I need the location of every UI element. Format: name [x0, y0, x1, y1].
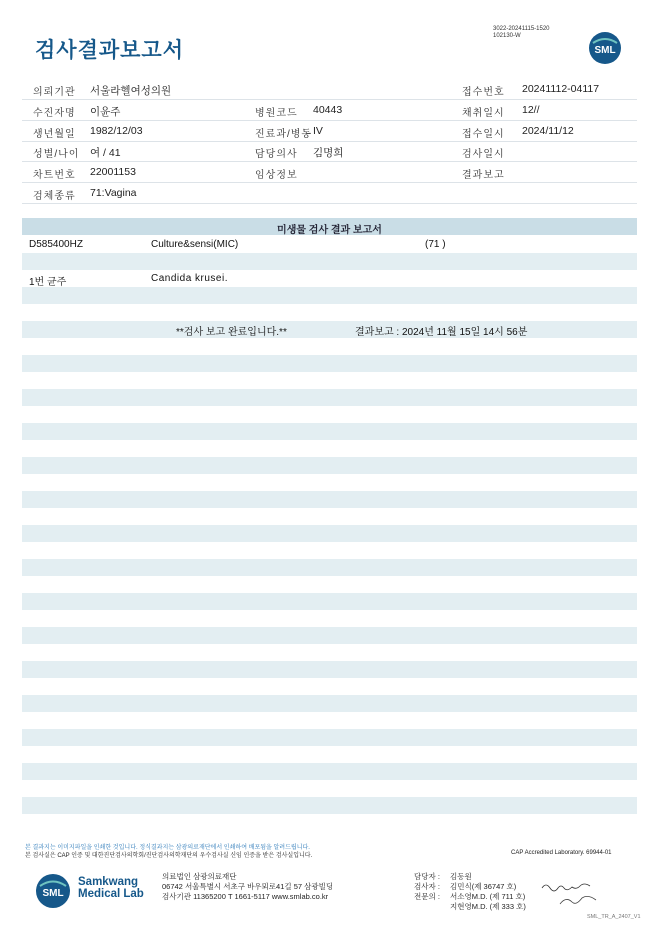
- info-label: 생년월일: [33, 129, 76, 140]
- info-row: [22, 141, 637, 162]
- info-label: 접수번호: [462, 87, 505, 98]
- brand-line-2: Medical Lab: [78, 888, 144, 900]
- footer-note-cap: 본 검사실은 CAP 인증 및 대한진단검사의학회/진단검사의학재단의 우수검사실 신임 인증을 받은 검사실입니다.: [25, 853, 313, 859]
- result-report-time: 결과보고 : 2024년 11월 15일 14시 56분: [355, 327, 528, 338]
- info-label: 병원코드: [255, 108, 298, 119]
- info-label: 의뢰기관: [33, 87, 76, 98]
- info-row: [22, 79, 637, 100]
- stripe-band: [22, 525, 637, 542]
- info-label: 담당의사: [255, 149, 298, 160]
- info-label: 결과보고: [462, 170, 505, 181]
- staff-labels: [414, 872, 440, 902]
- form-code: SML_TR_A_2407_V1: [587, 914, 641, 920]
- info-label: 채취일시: [462, 108, 505, 119]
- staff-label-manager: 담당자 :: [414, 872, 440, 881]
- organism-name: Candida krusei.: [151, 273, 228, 284]
- stripe-band: [22, 389, 637, 406]
- section-header: [22, 218, 637, 235]
- staff-examiner: 김민식(제 36747 호): [450, 882, 517, 891]
- brand-name: [78, 876, 144, 900]
- info-label: 검체종류: [33, 191, 76, 202]
- info-value: 22001153: [90, 166, 136, 178]
- info-value: 서울라헬여성의원: [90, 85, 172, 97]
- stripe-band: [22, 457, 637, 474]
- stripe-band: [22, 763, 637, 780]
- info-value: 김명희: [313, 147, 344, 159]
- lab-info: [162, 872, 333, 902]
- info-label: 수진자명: [33, 108, 76, 119]
- stripe-band: [22, 355, 637, 372]
- staff-specialist-2: 지현영M.D. (제 333 호): [450, 902, 526, 911]
- stripe-band: [22, 729, 637, 746]
- stripe-band: [22, 797, 637, 814]
- footer-logo-text: SML: [42, 888, 64, 899]
- stripe-band: [22, 627, 637, 644]
- sml-logo-icon: [588, 31, 622, 65]
- info-value: 71:Vagina: [90, 187, 137, 199]
- info-label: 접수일시: [462, 129, 505, 140]
- organism-label: 1번 균주: [29, 277, 67, 288]
- report-complete-message: **검사 보고 완료입니다.**: [176, 327, 287, 338]
- stripe-band: [22, 559, 637, 576]
- signature-image: [540, 880, 610, 912]
- info-label: 임상정보: [255, 170, 298, 181]
- document-codes: [493, 26, 550, 40]
- section-title: 미생물 검사 결과 보고서: [277, 225, 382, 236]
- info-row: [22, 162, 637, 183]
- staff-values: [450, 872, 526, 912]
- info-row: [22, 183, 637, 204]
- info-value: 2024/11/12: [522, 125, 574, 137]
- stripe-band: [22, 321, 637, 338]
- document-code-1: 3022-20241115-1520: [493, 26, 550, 32]
- info-value: 40443: [313, 104, 343, 116]
- info-label: 성별/나이: [33, 149, 80, 160]
- stripe-band: [22, 593, 637, 610]
- sml-footer-logo-icon: [35, 873, 71, 909]
- document-code-2: 102130-W: [493, 33, 521, 39]
- info-label: 차트번호: [33, 170, 76, 181]
- logo-text: SML: [594, 45, 616, 56]
- info-label: 검사일시: [462, 149, 505, 160]
- staff-label-examiner: 검사자 :: [414, 882, 440, 891]
- info-value: 1982/12/03: [90, 125, 143, 137]
- test-number: (71 ): [425, 239, 446, 250]
- footer-note-print: 본 결과지는 이미지파일을 인쇄한 것입니다. 정식결과지는 삼광의료재단에서 인쇄하여 배포됨을 알려드립니다.: [25, 845, 310, 851]
- stripe-band: [22, 287, 637, 304]
- info-value: 20241112-04117: [522, 83, 600, 95]
- stripe-band: [22, 253, 637, 270]
- info-value: 여 / 41: [90, 147, 121, 159]
- staff-manager: 김동원: [450, 872, 472, 881]
- stripe-band: [22, 695, 637, 712]
- test-name: Culture&sensi(MIC): [151, 239, 239, 250]
- stripe-band: [22, 423, 637, 440]
- staff-label-specialist: 전문의 :: [414, 892, 440, 901]
- info-row: [22, 100, 637, 121]
- info-label: 진료과/병동: [255, 129, 313, 140]
- stripe-band: [22, 491, 637, 508]
- info-value: 12//: [522, 104, 540, 116]
- page-title: 검사결과보고서: [35, 39, 185, 62]
- lab-address: 06742 서울특별시 서초구 바우뫼로41길 57 삼광빌딩: [162, 882, 334, 891]
- info-row: [22, 121, 637, 142]
- stripe-band: [22, 661, 637, 678]
- info-value: 이윤주: [90, 106, 121, 118]
- lab-contact: 검사기관 11365200 T 1661-5117 www.smlab.co.kr: [162, 892, 329, 901]
- brand-line-1: Samkwang: [78, 876, 139, 888]
- info-value: IV: [313, 125, 323, 137]
- cap-accreditation: CAP Accredited Laboratory. 69944-01: [511, 850, 612, 856]
- test-code: D585400HZ: [29, 239, 83, 250]
- staff-specialist-1: 서소영M.D. (제 711 호): [450, 892, 526, 901]
- lab-org: 의료법인 삼광의료재단: [162, 872, 237, 881]
